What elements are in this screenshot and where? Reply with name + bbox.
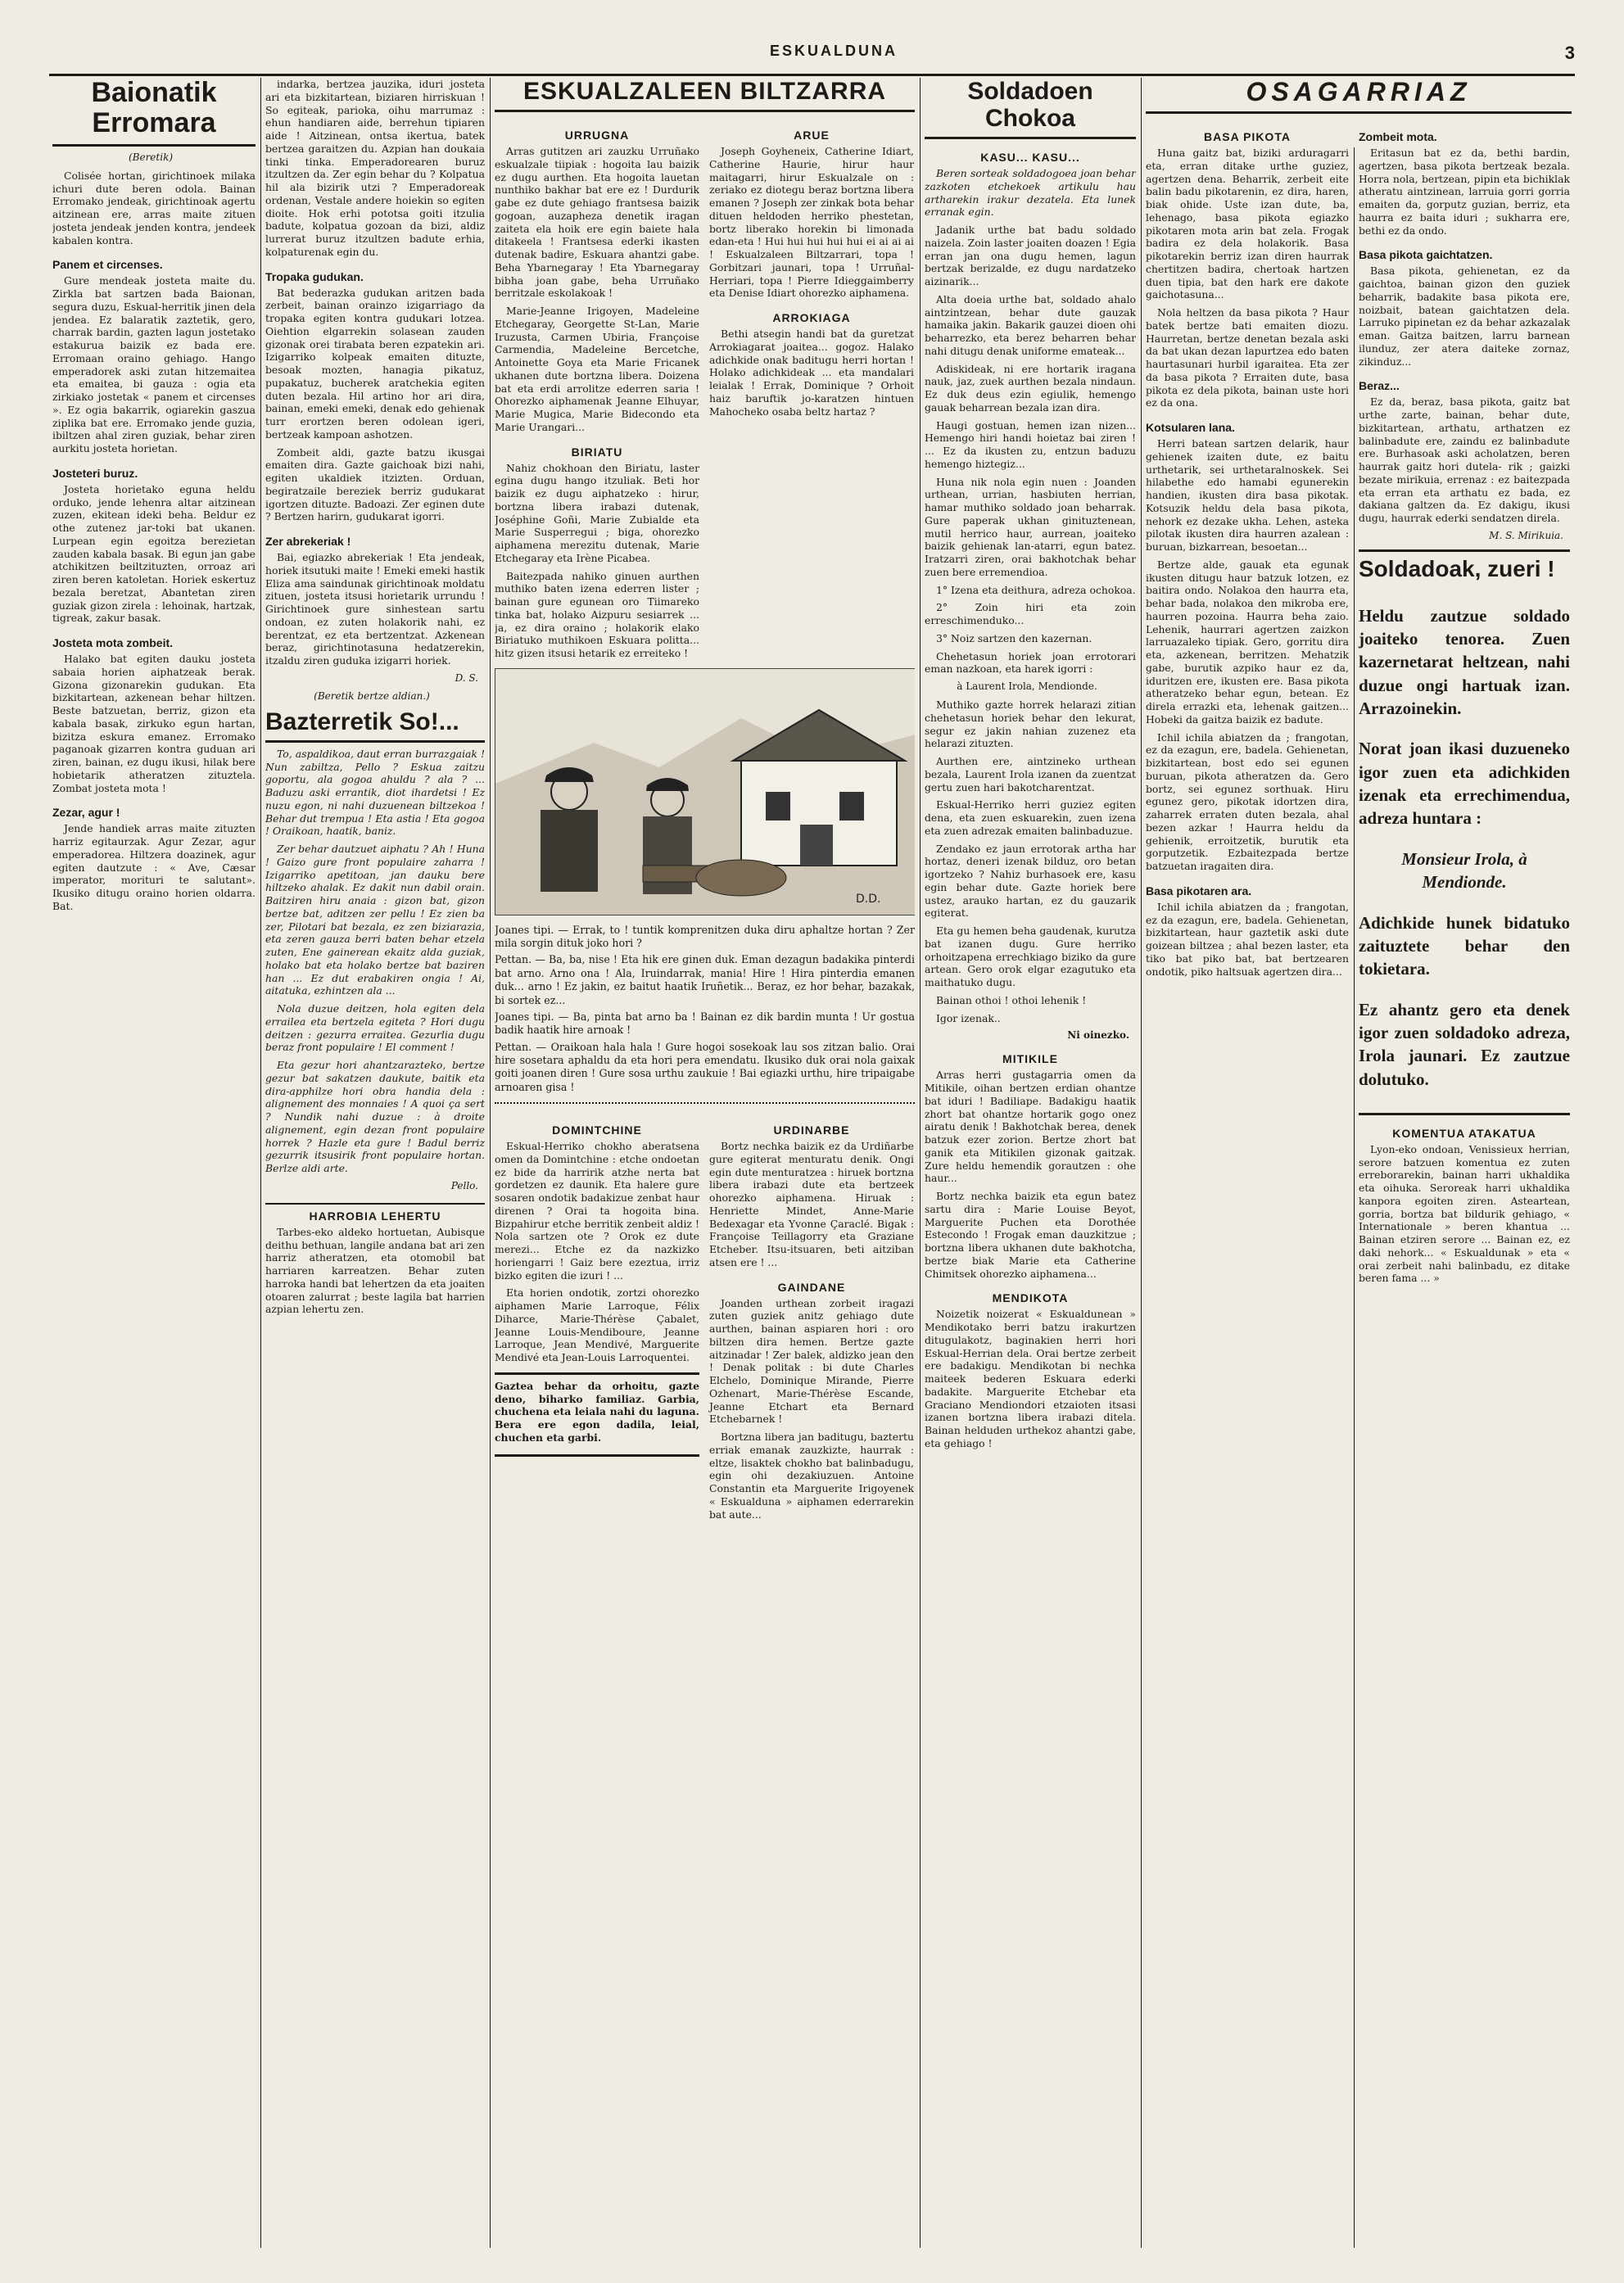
cartoon-illustration xyxy=(495,668,915,915)
section-title: GAINDANE xyxy=(777,1280,846,1294)
section-note: Beren sorteak soldadogoea joan behar zazkoten etchekoek artikulu hau artharekin irakur dezatela. Eta lunek erranak egin. xyxy=(925,167,1136,219)
section-text: Huna nik nola egin nuen : Joanden urthean, urrian, hasbiuten herrian, hamar muthiko soldado joan beharrak. Gure paperak ukhan ginituztenean, mutil herrico haur, aurrean, joaiteko baizik gehienak lan-atarri, egun batez. Iratzarri ziren, orai bakhotchak behar zuen bere erremendioa. xyxy=(925,475,1136,578)
article-title-biltzarra: ESKUALZALEEN BILTZARRA xyxy=(495,78,915,112)
section-title: URRUGNA xyxy=(564,129,630,142)
soldadoak-text: Heldu zautzue soldado joaiteko tenorea. Zuen kazernetarat heltzean, nahi duzue ongi hartuak izan. Arrazoinekin. xyxy=(1359,605,1570,719)
section-title: BASA PIKOTA xyxy=(1204,130,1291,144)
soldadoak-text: Norat joan ikasi duzueneko igor zuen eta adichkiden izenak eta errechimendua, adreza huntara : xyxy=(1359,739,1570,829)
section-text: Nola duzue deitzen, hola egiten dela errailea eta bertzela egiteta ? Hori dugu deitzen : gezurra erraitea. Gezurlia dugu beraz front populaire ! El comment ! xyxy=(265,1002,485,1054)
illustration-signature: D.D. xyxy=(856,892,881,906)
address-line: 3° Noiz sartzen den kazernan. xyxy=(936,631,1092,644)
section-title: Josteteri buruz. xyxy=(52,466,138,480)
biltzarra-right xyxy=(709,117,914,665)
article-title-bazterretik: Bazterretik So!... xyxy=(265,708,485,743)
section-title: Zombeit mota. xyxy=(1359,130,1437,144)
column-osagarriaz xyxy=(1146,78,1572,2254)
soldadoak-text: Ez ahantz gero eta denek igor zuen soldadoko adreza, Irola jaunari. Ez zautzue dolutuko. xyxy=(1359,999,1570,1089)
section-title: KASU... KASU... xyxy=(980,151,1080,164)
column-baionatik xyxy=(52,78,256,2254)
article-intro: Colisée hortan, girichtinoek milaka ichuri dute beren odola. Bainan Erromako jendeak, girichtinoak agertu aitzinean ere, arras maite zituen josteta jendeak jenden kontra, jendeek kabalen kontra. xyxy=(52,169,256,246)
address-line: 2° Zoin hiri eta zoin erreschimenduko... xyxy=(925,601,1136,626)
masthead xyxy=(49,43,1575,75)
section-text: Gure mendeak josteta maite du. Zirkla bat sartzen bada Baionan, segura duzu, Eskual-herritik jinen dela jendea. Ez balaratik zaztetik, gero, charrak bardin, gazten lagun jostetako estakurua baizik ez bada ere. Erromaan oraino gehiago. Hango emperadorek aski zutan hitzemaitea eta emaitea, bi gauza : ogia eta zirkiako jostetak « panem et circenses ». Ez ogia bakarrik, ogiarekin gaszua ziplika bat ere. Erromako jende guzia, ibiltzen ahal ziren guziak, behar ziren aurkitu josteta horietan. xyxy=(52,274,256,455)
cartoon-caption xyxy=(495,924,915,1094)
section-text: Josteta horietako eguna heldu orduko, jende lehenra altar aitzinean zuzen, ekitean ideki beha. Beldur ez othe zutenez jar-toki bat ukanen. Lurpean egin egoitza berezietan zauden kabala basak. Bi egun jan gabe atchikitzen beiltzituzten, orroaz ari ziren beren katoletan. Horiek eskertuz bezala beretzat, Abantetan ziren guziak gizon zirela : lehoinak, hartzak, tigreak, zakur basak. xyxy=(52,482,256,625)
osagarriaz-two-columns xyxy=(1146,119,1572,1290)
column-rule-3 xyxy=(920,78,921,2248)
section-title: ARUE xyxy=(794,129,830,142)
column-eskualzaleen-biltzarra xyxy=(495,78,915,2254)
section-text: Marie-Jeanne Irigoyen, Madeleine Etchegaray, Georgette St-Lan, Marie Iruzusta, Carmen Ubiria, Françoise Carmendia, Madeleine Bercetche, Antoinette Goya eta Marie Fricanek ukhanen dute bortzna libera. Doizena bat eta erdi arrolitze ederren saria ! Ohorezko aiphamenak Jeanne Elhuyar, Marie Mugica, Marie Bidecondo eta Marie Urangari... xyxy=(495,305,699,433)
section-text: Chehetasun horiek joan errotorari eman nazkoan, eta harek igorri : xyxy=(925,649,1136,676)
section-text: Ichil ichila abiatzen da ; frangotan, ez da ezagun, ere, badela. Gehienetan, bizkitartean, bost edo sei egunen buruan, pikota atheratzen da. Gero bortz, sei egunez sorthuak. Hiru egunez gero, pikotak idortzen dira, zaharrek erraten duten bezala, ahal bezen azkar ! Haurra heldu da gehienik, erroitzetik, burutik eta gorputzetik. Ezbaitezpada bertze batzuetan iragaiten dira. xyxy=(1146,730,1349,873)
section-text: Baitezpada nahiko ginuen aurthen muthiko baten izena ederren lister ; bainan gure egunean oro Tiimareko tinka bat, holako Aizpuru sesiarrek ... ja, ez dira oraino ; holakorik elako Biriatuko muthikoen Eskuara politta... hitz gizen itsusi hetarik ez erreiteko ! xyxy=(495,569,699,659)
soldadoak-address: Monsieur Irola, à Mendionde. xyxy=(1401,848,1527,893)
section-text: Nahiz chokhoan den Biriatu, laster egina dugu hango itzuliak. Beti hor baizik ez dugu aiphatzeko : hirur, bortzna libera irabazi dutenak, Joséphine Goñi, Marie Zubialde eta Marie Susperregui ; biga, ohorezko aiphamena merezitu dutenak, Marie Etchegaray eta Irène Picabea. xyxy=(495,461,699,564)
section-text: To, aspaldikoa, daut erran burrazgaiak ! Nun zabiltza, Pello ? Eskua zaitzu goportu, ala gogoa ahuldu ? ala ? ... Baduzu aski errantik, diot ihardetsi ! Ez nuzu egon, ni nahi duzuenean biltzekoa ! Behar dut trempua ! Eta astia ! Eta gogoa ! Oraikoan, haatik, baniz. xyxy=(265,747,485,838)
section-title: Basa pikota gaichtatzen. xyxy=(1359,248,1493,262)
section-title: Beraz... xyxy=(1359,379,1400,393)
section-text: Bainan othoi ! othoi lehenik ! xyxy=(936,993,1087,1006)
section-text: indarka, bertzea jauzika, iduri josteta ari eta bizkitartean, biziaren hirriskuan ! So egiteak, parioka, oihu marrumaz : ehun handiaren aide, berrehun tipiaren aide ! Aitzinean, ontsa ikertua, batek bertzea garaitzen du. Azpian han doukaia tinki tinka. Emperadorearen buruz itzultzen da. Zer egin behar du ? Kolpatua hil ala bizirik utzi ? Emperadoreak ordenan, Vestale andere hoiekin so egiten dioite. Hok erhi pototsa goiti itzulia badute, kolpatua gozoan da bizi, aldiz lurrerat buruz itzultzen badute erhia, kolpaturenak egin du. xyxy=(265,78,485,258)
section-text: Zendako ez jaun errotorak artha har hortaz, deneri izenak bilduz, oro betan igortzeko ? Nahiz burhasoek ere, kasu egin behar dute. Gazte horiek bere ustez, arauko hartan, ez du gauzarik egiterat. xyxy=(925,842,1136,920)
section-text: Bai, egiazko abrekeriak ! Eta jendeak, horiek itsutuki maite ! Emeki emeki hastik Eliza ama saindunak girichtinoak moldatu zituen, josteta itsusi horietarik urrundu ! Girichtinoek gure sinhestean sartu ondoan, ez zuten holakorik nahi, ez berentzat, ez eta bertzentzat. Azkenean beraz, girichtinotasuna hedatzerekin, itzaldu ziren guduka izigarri horiek. xyxy=(265,551,485,667)
section-text: Eta gu hemen beha gaudenak, kurutza bat izanen dugu. Gure herriko orhoitzapena errechkiago biziko da gure artean. Gero orok elgar ezagutuko eta maithatuko dugu. xyxy=(925,925,1136,988)
article-title-soldadoak: Soldadoak, zueri ! xyxy=(1359,555,1555,581)
address-irola: à Laurent Irola, Mendionde. xyxy=(957,680,1097,692)
section-title: KOMENTUA ATAKATUA xyxy=(1392,1126,1536,1140)
section-text: Eritasun bat ez da, bethi bardin, agertzen, basa pikota bertzeak bezala. Horra nola, bertzean, pipin eta bichiklak atheratu aintzinean, larruia gorri gorria emaiten da, gorputz guzian, berriz, eta haurra ez baita iduri ; sukharra ere, bethi ez da ondo. xyxy=(1359,147,1570,237)
page-number: 3 xyxy=(1564,43,1575,63)
biltzarra-lower-right xyxy=(709,1112,914,1526)
biltzarra-two-columns xyxy=(495,117,915,665)
signature: Ni oinezko. xyxy=(1067,1029,1129,1042)
column-soldadoen-chokoa xyxy=(925,78,1136,2254)
osagarriaz-left xyxy=(1146,119,1349,1290)
section-text: Bortzna libera jan baditugu, baztertu erriak emanak zauzkizte, haurrak : eltze, lisaktek chokho bat balinbadugu, egin ohi dezakiuzuen. Antoine Constantin eta Marguerite Irigoyenek « Eskualduna » aiphamen ederrarekin bat aute... xyxy=(709,1431,914,1521)
separator xyxy=(495,1102,915,1104)
section-title: MITIKILE xyxy=(1002,1052,1058,1066)
section-text: Eskual-Herriko herri guziez egiten dena, eta zuen eskuarekin, zuen izena eta zuen adrezak emaiten balinbaduzue. xyxy=(925,798,1136,837)
section-text: Bertze alde, gauak eta egunak ikusten ditugu haur batzuk lotzen, ez baitira ondo. Nolakoa den haurra eta, behar bada, nolakoa den mikroba ere, haurren pozoina. Haurra beha zaio. Lehenik, haurrari agertzen zaizkon larruazaleko tipiak. Gero, gorritu dira eta, azkenean, berritzen. Mehatzik gabe, burutik azpiko haur ez da, iduritzen ere, ikusten ere. Basa pikota atheratzeko behar egun, betean. Ez direla errazki eta, lehenak gaitzen... Hobeki da gaitza baizik ez badute. xyxy=(1146,558,1349,726)
biltzarra-lower-left xyxy=(495,1112,699,1526)
section-text: Eta gezur hori ahantzarazteko, bertze gezur bat sakatzen daukute, baitik eta dira-apphilze hori obra handia dela : alignement des monnaies ! A quoi ça sert ? Nundik nahi duzue : à droite alignement, egin dezan front populaire horrek ? Hazle eta gure ! Badul berriz gezurrik itsusirik front populaire hortan. Berlze aldi arte. xyxy=(265,1059,485,1174)
caption-line: Joanes tipi. — Ba, pinta bat arno ba ! Bainan ez dik bardin munta ! Ur gostua badik haatik hire arnoak ! xyxy=(495,1010,915,1037)
address-line: 1° Izena eta deithura, adreza ochokoa. xyxy=(936,583,1136,596)
section-text: Jadanik urthe bat badu soldado naizela. Zoin laster joaiten doazen ! Egia erran jan ona dugu hemen, lagun bertzak berizalde, ez dugu nardatzeko aizinarik... xyxy=(925,224,1136,287)
section-title: Kotsularen lana. xyxy=(1146,421,1235,435)
article-title-osagarriaz: OSAGARRIAZ xyxy=(1146,78,1572,114)
column-rule-2 xyxy=(490,78,491,2248)
signature: D. S. xyxy=(455,671,478,684)
column-josteta-continued xyxy=(265,78,485,2254)
biltzarra-lower-columns xyxy=(495,1112,915,1526)
section-text: Noizetik noizerat « Eskualdunean » Mendikotako berri batzu irakurtzen ditugulakotz, baginakien herri hori Eskual-Herrian dela. Orai bertze zerbeit ere badakigu. Mendikotan bi nechka maiteek bederen Eskuara ederki badakite. Marguerite Etchebar eta Graciano Mendiondori etzaioten itsasi izanen bortzna libera irabazi ditela. Bainan helduden urthekoz ahantzi gabe, eta gehiago ! xyxy=(925,1308,1136,1449)
section-text: Jende handiek arras maite zituzten harriz egitaurzak. Agur Zezar, agur emperadorea. Hiltzera doazinek, agur egiten dautzute : « Ave, Cæsar imperator, morituri te salutant». Ikusiko ditugu oraino horien oldarra. Bat. xyxy=(52,822,256,912)
section-title: MENDIKOTA xyxy=(992,1291,1069,1305)
boxed-note xyxy=(495,1372,699,1457)
section-title: Josteta mota zombeit. xyxy=(52,636,174,650)
section-title: Zezar, agur ! xyxy=(52,806,120,820)
section-title: URDINARBE xyxy=(773,1123,850,1137)
paper-name: ESKUALDUNA xyxy=(770,43,898,59)
section-title: ARROKIAGA xyxy=(772,311,851,324)
section-text: Basa pikota, gehienetan, ez da gaichtoa, bainan gizon den guziek beharrik, badakite basa pikota ere, noizbait, batean gaichtatzen dela. Larruko pipinetan ez da behar azkazalak eman. Gaitza baitzen, larru barnean ilunduz, zer atera daiteke zornaz, zikinduz... xyxy=(1359,264,1570,368)
signature: M. S. Mirikuia. xyxy=(1489,529,1563,541)
caption-line: Pettan. — Oraikoan hala hala ! Gure hogoi sosekoak lau sos zitzan balio. Orai hire sosetara aphaldu da eta hori pera emendatu. Ikusiko duk orai nola gaixak goiti joanen diren ! Gure sosa urthu zaukuie ! Bai egiazki urthu, hire tripaigabe arnoaren gisa ! xyxy=(495,1040,915,1093)
caption-line: Joanes tipi. — Errak, to ! tuntik komprenitzen duka diru aphaltze hortan ? Zer mila sorgin dituk joko hori ? xyxy=(495,923,915,950)
column-rule-4 xyxy=(1141,78,1142,2248)
section-text: Bortz nechka baizik eta egun batez sartu dira : Marie Louise Beyot, Marguerite Puchen eta Dorothée Estecondo ! Frogak eman dauzkitzue ; bortzna libera ukhanen dute bakhotcha, bertze biak Marie eta Catherine Chimitsek ohorezko aiphamena... xyxy=(925,1190,1136,1280)
caption-line: Pettan. — Ba, ba, nise ! Eta hik ere ginen duk. Eman dezagun badakika pinterdi bat arno. Arno ona ! Ala, Iruindarrak, mania! Hire ! Hira pinterdia emanen duk... arno ! Ez jakin, ez baitut haatik Iruñetik... Beraz, ez hor behar, bazakak, bi sortek ez... xyxy=(495,953,915,1006)
section-text: Haugi gostuan, hemen izan nizen... Hemengo hiri handi hoietaz bai ziren ! ... Ez da ikusten zu, entzun baduzu hemengo hiztegiz... xyxy=(925,418,1136,470)
continued-note: (Beretik bertze aldian.) xyxy=(314,689,430,702)
section-title: Tropaka gudukan. xyxy=(265,269,364,283)
article-title-soldadoen: Soldadoen Chokoa xyxy=(925,78,1136,139)
section-text: Bethi atsegin handi bat da guretzat Arrokiagarat joaitea... gogoz. Halako adichkide onak baditugu herri hortan ! Holako adichkideak ... eta mandalari leialak ! Errak, Dominique ? Orhoit haiz baruftik jo-karatzen hintuen Mahocheko osaba beltz hartaz ? xyxy=(709,328,914,418)
section-text: Zombeit aldi, gazte batzu ikusgai emaiten dira. Gazte gaichoak bizi nahi, egiten ukaldiek itzizten. Orduan, begiratzaile bereziek berriz gudukarat igortzen dituzte. Badoazi. Zer eginen dute ? Bertzen harirn, gudukarat igorri. xyxy=(265,445,485,523)
section-text: Herri batean sartzen delarik, haur gehienek izaiten dute, ez baitu urthetarik, sei urthetaralnoskek. Sei hilabethe edo hamabi egunerekin handien, ikusten dira basa pikotak. Kotsuzik heldu dela basa pikota, nehork ez dezake ukha. Lehen, asteka pilotak ikusten dira haurren azalean : buruan, bizkarrean, besoetan... xyxy=(1146,437,1349,554)
section-text: Halako bat egiten dauku josteta sabaia horien aiphatzeak berak. Gizona gizonarekin gudukan. Eta bizkitartean, azkenean behar hiltzen. Beste batzuetan, berriz, gizon eta kabala basak, zirkuko egun hartan, bizitza eskura emanez. Erromako paganoak gizarren kontra guduan ari ziren, bainan, ez dugu ikusi, hilak bere hobietarik atheratzen zituztela. Zombat josteta mota ! xyxy=(52,653,256,794)
section-text: Arras herri gustagarria omen da Mitikile, oihan bertzen erdian ohantze bat iduri ! Badiliape. Badakigu haatik zhort bat ohantze hortarik gogo onez airatu denik ! Bakhotchak berea, denek batzuk ezer zorion. Bertze zhort bat ganik eta Mitikilen gizonak gaitzak. Zure heldu hemendik gorautzen : ohe haur... xyxy=(925,1069,1136,1185)
section-text: Alta doeia urthe bat, soldado ahalo aintzintzean, behar dute gauzak hamaika jakin. Bakarik gauzei dioen ohi beharrezko, eta berez beharren behar nahi ditugu denak uniforme emateak... xyxy=(925,292,1136,357)
osagarriaz-right xyxy=(1359,119,1570,1290)
boxed-note-text: Gaztea behar da orhoitu, gazte deno, biharko familiaz. Garbia, chuchena eta leiala nahi du laguna. Bera ere egon dadila, leial, chuchen eta garbi. xyxy=(495,1379,699,1444)
section-text: Eskual-Herriko chokho aberatsena omen da Domintchine : etche ondoetan ez bide da harririk atzhe nerta bat gordetzen ez daunik. Eta halere gure sosaren ondotik badakizue zenbat haur direnen ? Orai ta hogoita bina. Bizpahirur etche berritik zenbeit aldiz ! Nola sartzen ote ? Orok ez dute merezi... Etche ez da nazkizko horiengarri ! Gaiz bere ezeztua, irriz bizko egiten die izuri ! ... xyxy=(495,1140,699,1282)
section-text: Lyon-eko ondoan, Venissieux herrian, serore batzuen komentua ez zuten erreborarekin, bainan harri ukhaldika eta oihuka. Seroreak harri ukhaldika kanpora egoiten ziren. Asteartean, gorria, bortza bat bildurik gehiago, « Internationale » beren khantua ... Bainan etziren serore ... Bainan ez, ez daki nehork... « Eskualdunak » eta « orai zerbeit nahi balinbadu, ez ditake beren fama ... » xyxy=(1359,1142,1570,1285)
section-title: HARROBIA LEHERTU xyxy=(265,1203,485,1223)
soldadoak-box xyxy=(1359,549,1570,1115)
section-text: Igor izenak.. xyxy=(936,1011,1001,1024)
section-text: Arras gutitzen ari zauzku Urruñako eskualzale tiipiak : hogoita lau baizik ez dugu aurthen. Eta hogoita lauetan nunthiko bakhar bat ere ez ! Durdurik gabe ez dute gehiago frantsesa baizik gogoan, auzapheza denetik iragan zaiteta ela hoik ere egin baiete hala ditakeela ! Frantsesa ederki ikasten dutenak badire, Eskuara ahantzi gabe. Beha Ybarnegaray ! Eta Ybarnegaray bibha joan gabe, beha Urruñako berritzale eskolakoak ! xyxy=(495,145,699,300)
section-text: Muthiko gazte horrek helarazi zitian chehetasun horiek behar den lekurat, segur ez jakin nahian zuzenez eta helarazi zituzten. xyxy=(925,698,1136,750)
section-text: Huna gaitz bat, biziki arduragarri eta, erran ditake urthe guziez, agertzen dena. Beharrik, zerbeit eite balin badu pikotarenin, ez dira, haren, biak ohide. Uste izan dute, ba, lehenago, basa pikota egiazko pikotaren mota arin bat zela. Frogak badira ez dela holakorik. Basa pikotarekin berriz izan diren haurrak chertitzen badira, chertoak hartzen duen tipia, bat den hark ere dakote gaichotasuna... xyxy=(1146,147,1349,301)
section-title: Basa pikotaren ara. xyxy=(1146,884,1252,897)
section-text: Joanden urthean zorbeit iragazi zuten guziek anitz gehiago dute aurthen, bainan aspiaren hori : oro biltzen dira hemen. Bertze gazte aitzinadar ! Zer balek, aldizko jean den ! Denak politak : bi dute Charles Elchelo, Dominique Mirande, Pierre Ozhenart, Marie-Thérèse Escande, Jeanne Etchart eta Bernard Etchebarnek ! xyxy=(709,1296,914,1426)
top-rule xyxy=(49,74,1575,76)
biltzarra-left xyxy=(495,117,699,665)
article-source: (Beretik) xyxy=(128,151,174,163)
section-text: Ichil ichila abiatzen da ; frangotan, ez da ezagun, ere, badela. Gehienetan, bizkitartean, haur gaztetik aski dute goizean biltzea ; ahal bezen laster, eta tiko bat piko bat, bat bertzearen ondotik, piko haltsuak agertzen dira... xyxy=(1146,900,1349,978)
section-title: BIRIATU xyxy=(571,445,623,459)
section-text: Adiskideak, ni ere hortarik iragana nauk, jaz, zuek aurthen bezala nindaun. Ez duk deus ezin egiulik, hemengo gauak beharrean bezala izan dira. xyxy=(925,362,1136,414)
section-text: Bat bederazka gudukan aritzen bada zerbeit, bainan orainzo izigarriago da tropaka egiten kontra gudukari lotzea. Oiehtion elgarrekin solasean zauden gizonak orei tirabata beren ezpatekin ari. Izigarriko kolpeak emaiten dituzte, besoak mozten, hanagia pikatuz, pupakatuz, bucherek aratchekia egiten duten bezala. Hil artino hor ari dira, bainan, emeki emeki, denak edo gehienak turr erortzen beren odolean igeri, bertzeak kampoan ashotzen. xyxy=(265,286,485,441)
section-title: Zer abrekeriak ! xyxy=(265,535,351,548)
section-title: DOMINTCHINE xyxy=(552,1123,642,1137)
signature: Pello. xyxy=(450,1179,478,1191)
article-title-baionatik: Baionatik Erromara xyxy=(52,78,256,147)
column-rule-1 xyxy=(260,78,261,2248)
section-text: Joseph Goyheneix, Catherine Idiart, Catherine Haurie, hirur haur maitagarri, hirur Eskualzale on : zeriako ez diotegu beraz bortzna libera emanen ? Joseph zer zinkak bota behar dituen heldoden herriko phestetan, bortz liberako horekin bi limonada edan-eta ! Hui hui hui hui hui ei ai ai ai ! Eskualzaleen Biltzarrari, topa ! Gorbitzari jaunari, topa ! Urruñal-Herriari, topa ! Pierre Idieggaimberry eta Denise Idiart ohorezko aiphamena. xyxy=(709,145,914,300)
section-text: Eta horien ondotik, zortzi ohorezko aiphamen Marie Larroque, Félix Diharce, Marie-Thérèse Çabalet, Jeanne Louis-Mendiboure, Jeanne Larroque, Jean Mendivé, Marguerite Mendivé eta Jean-Louis Larroquentei. xyxy=(495,1286,699,1364)
section-text: Nola heltzen da basa pikota ? Haur batek bertze bati emaiten diozu. Haurretan, bertze denetan bezala aski da bat ukan dezan lapurtzea edo baten haurtasunari hurbil igaraitea. Eta zer da basa pikota ? Erraiten dute, basa pikota ez dela pikota, bainan uste hori ez da ona. xyxy=(1146,306,1349,409)
section-title: Panem et circenses. xyxy=(52,258,163,272)
section-text: Ez da, beraz, basa pikota, gaitz bat urthe zarte, bainan, behar dute, bizkitartean, arthatu, arthatzen ez balinbadute ere, zaindu ez balinbadute ere. Burhasoak aski acholatzen, beren haurrak gaitz hori dutela- rik ; gaizki bezate mirikuia, errenaz : ez baitezpada eta erran eta arthatu ez bada, ez dakiana galtzen da. Ez dakigu, ikusi dugu, haurrak ederki sendatzen direla. xyxy=(1359,396,1570,525)
section-text: Aurthen ere, aintzineko urthean bezala, Laurent Irola izanen da zuentzat gertu zuen hari bakotcharentzat. xyxy=(925,755,1136,793)
section-text: Bortz nechka baizik ez da Urdiñarbe gure egiterat menturatu denik. Ongi egin dute menturatzea : hiruek bortzna libera irabazi dute eta bertzeek ohorezko aiphamena. Hiruak : Henriette Mindet, Anne-Marie Bedexagar eta Yvonne Çaraclé. Bigak : Françoise Teillagorry eta Graziane Etcheber. Itsu-itsuaren, beti aitziban atsen ere ! ... xyxy=(709,1140,914,1268)
soldadoak-text: Adichkide hunek bidatuko zaituztete behar den tokietara. xyxy=(1359,912,1570,979)
section-text: Tarbes-eko aldeko hortuetan, Aubisque deithu bethuan, langile andana bat ari zen harriz atheratzen, eta otomobil bat harriaren karreatzen. Behar zuten harroka handi bat lehertzen da eta joaiten otoaren zalurrat ; beste lagila bat harrien azpian lehertu zen. xyxy=(265,1225,485,1316)
section-text: Zer behar dautzuet aiphatu ? Ah ! Huna ! Gaizo gure front populaire zaharra ! Izigarriko apetitoan, jan dauku bere hiltzeko ahalak. Ez dakit nun dabil orain. Baitziren hiru anaia : gizon bat, gizon bertze bat, aditzen zer pellu ! Ez zien ba zer, Pilotari bat bezala, ez zen biziarazia, eta zeren gauza berri baten behar etzela zuten, Ene gainerean ekaitz alda guziak, holako bat eta holako bertze bat baziren han ... Ez dut erabakiren ongia ! Ai, aitatuka, ezhintzen ala ... xyxy=(265,843,485,997)
